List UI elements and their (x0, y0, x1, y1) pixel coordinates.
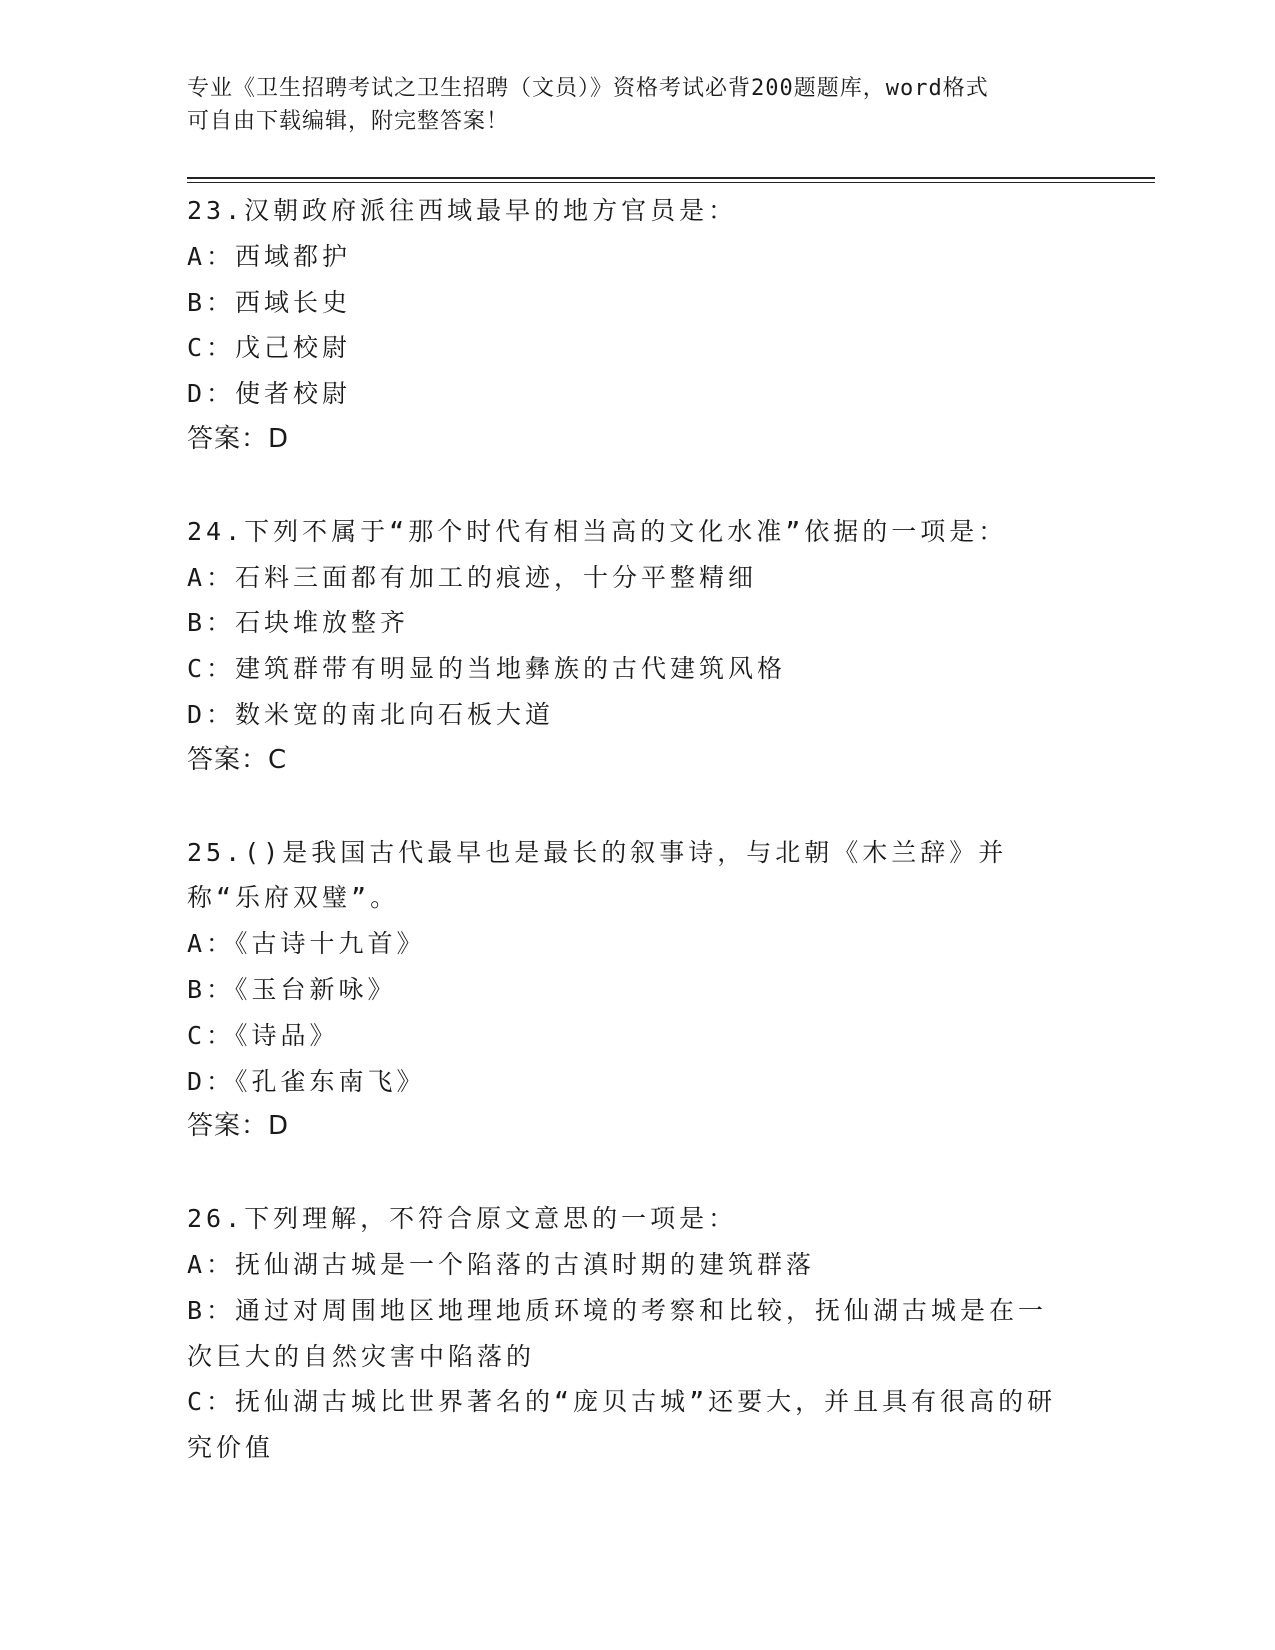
option-a: A：西域都护 (187, 241, 352, 271)
header-divider-thin (187, 182, 1155, 183)
option-d: D：数米宽的南北向石板大道 (187, 699, 555, 729)
option-b: B：《玉台新咏》 (187, 974, 397, 1004)
question-23 (187, 188, 1067, 463)
question-stem: 26.下列理解，不符合原文意思的一项是： (187, 1204, 738, 1234)
header-divider-thick (187, 177, 1155, 179)
option-c: C：抚仙湖古城比世界著名的“庞贝古城”还要大，并且具有很高的研究价值 (187, 1387, 1057, 1463)
option-c: C：戊己校尉 (187, 333, 352, 363)
question-stem: 25.()是我国古代最早也是最长的叙事诗，与北朝《木兰辞》并称“乐府双璧”。 (187, 837, 1008, 913)
option-a: A：《古诗十九首》 (187, 929, 426, 959)
option-d: D：《孔雀东南飞》 (187, 1066, 426, 1096)
answer-line: 答案：D (187, 1111, 290, 1142)
answer-line: 答案：D (187, 423, 290, 454)
question-list (187, 188, 1067, 1517)
option-b: B：通过对周围地区地理地质环境的考察和比较，抚仙湖古城是在一次巨大的自然灾害中陷落的 (187, 1295, 1048, 1371)
header-line-1: 专业《卫生招聘考试之卫生招聘（文员）》资格考试必背200题题库，word格式 (187, 76, 989, 101)
option-c: C：《诗品》 (187, 1020, 339, 1050)
option-d: D：使者校尉 (187, 379, 352, 409)
answer-line: 答案：C (187, 744, 288, 775)
option-b: B：西域长史 (187, 287, 352, 317)
header-line-2: 可自由下载编辑，附完整答案！ (187, 109, 510, 134)
question-stem: 23.汉朝政府派往西域最早的地方官员是： (187, 196, 738, 225)
option-a: A：抚仙湖古城是一个陷落的古滇时期的建筑群落 (187, 1249, 816, 1279)
question-stem: 24.下列不属于“那个时代有相当高的文化水准”依据的一项是： (187, 516, 1008, 546)
option-b: B：石块堆放整齐 (187, 608, 410, 638)
option-c: C：建筑群带有明显的当地彝族的古代建筑风格 (187, 654, 787, 684)
question-26 (187, 1196, 1067, 1471)
document-header (187, 72, 1067, 138)
question-24 (187, 509, 1067, 784)
question-25 (187, 830, 1067, 1151)
option-a: A：石料三面都有加工的痕迹，十分平整精细 (187, 562, 758, 592)
